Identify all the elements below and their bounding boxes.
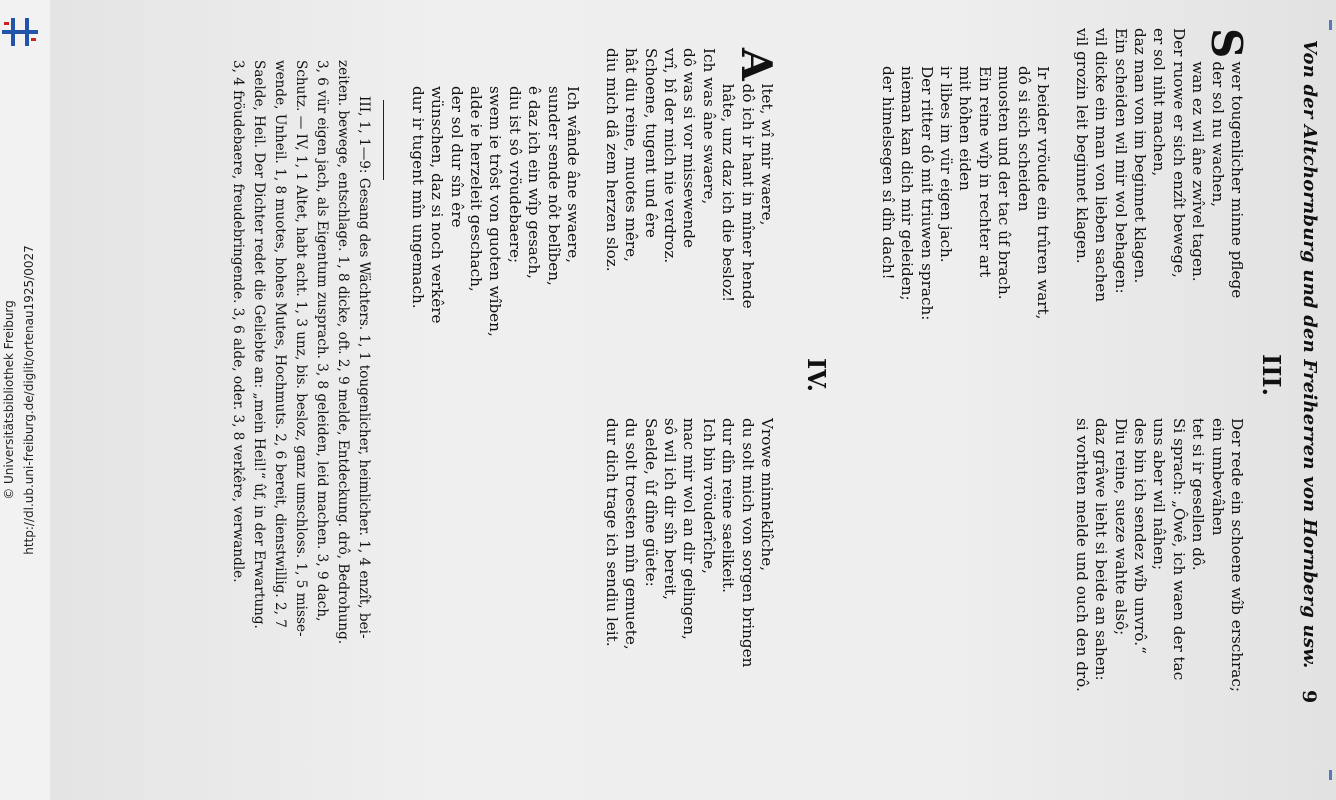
verse-line: vrî, bî der mich nie verdroz. [660,48,679,264]
running-header: Von der Altchornburg und den Freiherren von Hornberg usw. [1299,40,1320,669]
footnote-line: 3, 4 fröudebaere, freudebringende. 3, 6 alde, oder. 3, 8 verkêre, verwandle. [230,60,246,583]
verse-line: swem ie trôst von guoten wîben, [486,86,505,337]
stanza-right [601,418,776,788]
footnotes [227,60,374,750]
verse-line: Der rede ein schoene wîb erschrac; [1228,418,1246,692]
scanned-page [50,0,1336,800]
footnote-line: 3, 6 vür eigen jach, als Eigentum zusprach. 3, 8 geleiden, leid machen. 3, 9 dach, [314,60,330,622]
verse-line: du solt mich von sorgen bringen [738,418,757,668]
verse-line: Schoene, tugent und êre [641,48,660,238]
verse-line: Ich bin vröuderîche, [699,418,718,574]
verse-line: dur ir tugent mîn ungemach. [408,86,427,309]
page-number: 9 [1298,690,1320,704]
verse-line: dur dich trage ich sendiu leit. [602,418,621,647]
stanza-right [1071,418,1246,788]
verse-line: Der ritter dô mit triuwen sprach: [917,66,936,321]
verse-line: ltet, wî mir waere, [758,83,776,226]
drop-initial: A [732,48,781,81]
drop-initial: S [1202,28,1251,59]
verse-line: vil grozin leit beginnet klagen. [1072,28,1091,264]
source-url-wrapper [22,0,36,800]
copyright-text: © Universitätsbibliothek Freiburg [2,300,16,500]
verse-line: ir libes im vür eigen jach. [936,66,955,263]
verse-line: dô was si vor missewende [680,48,699,248]
footnote-line: III, 1, 1—9: Gesang des Wächters. 1, 1 tougenlicher, heimlicher. 1, 4 enzît, bei- [356,96,372,639]
verse-line: muosten und der tac ûf brach. [995,66,1014,300]
verse-line: Ich wânde âne swaere, [563,86,582,264]
verse-line: wünschen, daz si noch verkêre [428,86,447,324]
copyright-wrapper [2,0,16,800]
footnote-line: wende, Unheil. 1, 8 muotes, hohes Mutes, Hochmuts. 2, 6 bereit, dienstwillig. 2, 7 [272,60,288,628]
verse-line: Ich was âne swaere, [699,48,718,205]
section-heading: III. [1257,353,1286,397]
verse-line: uns aber wil nâhen; [1150,418,1169,571]
verse-line: daz man von im beginnet klagen. [1130,28,1149,284]
footnote-line: Schutz. — IV, 1, 1 Altet, habt acht. 1, 3 unz, bis. besloz, ganz umschloss. 1, 5 misse- [293,60,309,637]
footnote-line: Saelde, Heil. Der Dichter redet die Geliebte an: „mein Heil!“ ûf, in der Erwartung. [251,60,267,629]
verse-line: du solt troesten mîn gemuete, [622,418,641,650]
verse-line: der sol dur sîn êre [447,86,466,228]
verse-line: tet si ir gesellen dô. [1189,418,1208,571]
verse-line: der sol nu wachen, [1208,61,1227,208]
verse-line: nieman kan dich mir geleiden; [898,66,917,301]
verse-line: Ir beider vröude ein trûren wart, [1033,66,1052,320]
verse-line: Vrowe minneklîche, [758,418,776,572]
verse-line: der himelsegen sî dîn dach! [878,66,897,280]
stanza-left [877,28,1251,388]
source-url: http://dl.ub.uni-freiburg.de/diglit/ortenau1925/0027 [22,245,36,555]
page-content [50,0,1336,800]
verse-line: Ein scheiden wil mir wol behagen: [1111,28,1130,294]
verse-line: Saelde, ûf dîne güete: [641,418,660,587]
verse-line: Ein reine wîp in rechter art [975,66,994,278]
verse-line: sô wil ich dir sîn bereit, [660,418,679,600]
verse-line: ein umbevâhen [1208,418,1227,536]
verse-line: daz grâwe lieht si beide an sahen: [1092,418,1111,681]
verse-line: dur dîn reine saelikeit. [719,418,738,594]
verse-line: diu ist sô vröudebaere; [505,86,524,264]
section-heading: IV. [802,357,831,392]
verse-line: mit hôhen eiden [956,66,975,191]
footnote-divider [383,100,384,180]
verse-line: Der ruowe er sich enzît bewege, [1169,28,1188,278]
verse-line: dô si sich scheiden [1014,66,1033,212]
verse-line: mac mir wol an dir gelingen, [680,418,699,640]
verse-line: dô ich ir hant in mîner hende [738,83,757,309]
verse-line: sunder sende nôt belîben, [544,86,563,286]
verse-line: hâte, unz daz ich die besloz! [719,83,738,303]
verse-line: wan ez wil âne zwîvel tagen. [1189,61,1208,282]
verse-line: Diu reine, sueze wahte alsô; [1111,418,1130,636]
verse-line: si vorhten melde und ouch den drô. [1072,418,1091,692]
stanza-left [407,48,781,398]
verse-line: er sol niht machen, [1150,28,1169,177]
verse-line: ê daz ich ein wîp gesach, [525,86,544,279]
verse-line: wer tougenlicher minne pflege [1228,61,1246,299]
sidebar [0,0,50,800]
verse-line: des bin ich sendez wîb unvrô.“ [1130,418,1149,654]
verse-line: alde ie herzeleit geschach, [466,86,485,292]
verse-line: vil dicke ein man von lieben sachen [1092,28,1111,303]
footnote-line: zeiten. bewege, entschlage. 1, 8 dicke, oft. 2, 9 melde, Entdeckung. drô, Bedrohung. [335,60,351,645]
verse-line: diu mich dâ zem herzen sloz. [602,48,621,272]
verse-line: hât diu reine, muotes mêre, [622,48,641,262]
verse-line: Si sprach: „Ôwê, ich waen der tac [1169,418,1188,681]
